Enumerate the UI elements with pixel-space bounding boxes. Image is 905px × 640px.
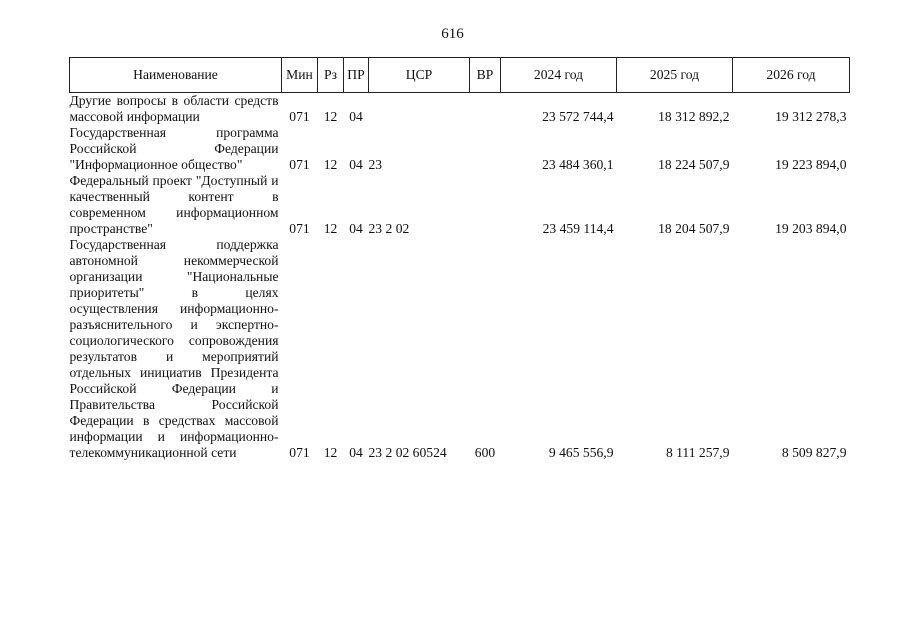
- table-row: [70, 237, 850, 461]
- row-2025: 18 312 892,2: [658, 109, 730, 124]
- row-2026: 19 312 278,3: [775, 109, 847, 124]
- row-min: 071: [289, 109, 310, 124]
- row-rz: 12: [323, 221, 338, 236]
- row-vr: [470, 93, 501, 126]
- row-name: Другие вопросы в области средств массовой информации: [69, 93, 279, 124]
- header-name: Наименование: [70, 58, 282, 93]
- row-2025: 18 204 507,9: [658, 221, 730, 236]
- row-name: Государственная поддержка автономной некоммерческой организации "Национальные приоритеты" в целях осуществления информационно-разъяснительного и экспертно-социологического сопровождения результатов и мероприятий отдельных инициатив Президента Российской Федерации и Правительства Российской Федерации в средствах массовой информации и информационно-телекоммуникационной сети: [69, 237, 279, 460]
- table-header-row: [70, 58, 850, 93]
- row-pr: 04: [349, 221, 363, 236]
- row-csr: 23 2 02: [368, 221, 410, 236]
- row-csr: 23: [368, 157, 383, 172]
- row-csr: [369, 93, 470, 126]
- row-pr: 04: [349, 445, 363, 460]
- row-rz: 12: [323, 445, 338, 460]
- row-2025: 18 224 507,9: [658, 157, 730, 172]
- row-name: Федеральный проект "Доступный и качественный контент в современном информационном пространстве": [69, 173, 279, 236]
- row-vr: [470, 173, 501, 237]
- row-min: 071: [289, 157, 310, 172]
- row-min: 071: [289, 445, 310, 460]
- header-2025: 2025 год: [617, 58, 733, 93]
- header-2024: 2024 год: [501, 58, 617, 93]
- row-2024: 9 465 556,9: [548, 445, 614, 460]
- row-2024: 23 484 360,1: [542, 157, 614, 172]
- budget-table: [69, 57, 850, 461]
- row-2024: 23 459 114,4: [542, 221, 614, 236]
- row-rz: 12: [323, 157, 338, 172]
- table-row: [70, 93, 850, 126]
- row-csr: 23 2 02 60524: [368, 445, 447, 460]
- header-rz: Рз: [318, 58, 344, 93]
- row-2026: 19 223 894,0: [775, 157, 847, 172]
- header-min: Мин: [282, 58, 318, 93]
- page-number: 616: [441, 26, 464, 42]
- header-2026: 2026 год: [733, 58, 850, 93]
- table-row: [70, 125, 850, 173]
- row-vr: [470, 125, 501, 173]
- row-min: 071: [289, 221, 310, 236]
- row-name: Государственная программа Российской Федерации "Информационное общество": [69, 125, 279, 172]
- row-rz: 12: [323, 109, 338, 124]
- row-2024: 23 572 744,4: [542, 109, 614, 124]
- header-vr: ВР: [470, 58, 501, 93]
- row-2026: 8 509 827,9: [781, 445, 847, 460]
- row-2026: 19 203 894,0: [775, 221, 847, 236]
- row-pr: 04: [349, 109, 363, 124]
- row-pr: 04: [349, 157, 363, 172]
- table-row: [70, 173, 850, 237]
- header-csr: ЦСР: [369, 58, 470, 93]
- header-pr: ПР: [344, 58, 369, 93]
- row-vr: 600: [474, 445, 496, 460]
- row-2025: 8 111 257,9: [665, 445, 730, 460]
